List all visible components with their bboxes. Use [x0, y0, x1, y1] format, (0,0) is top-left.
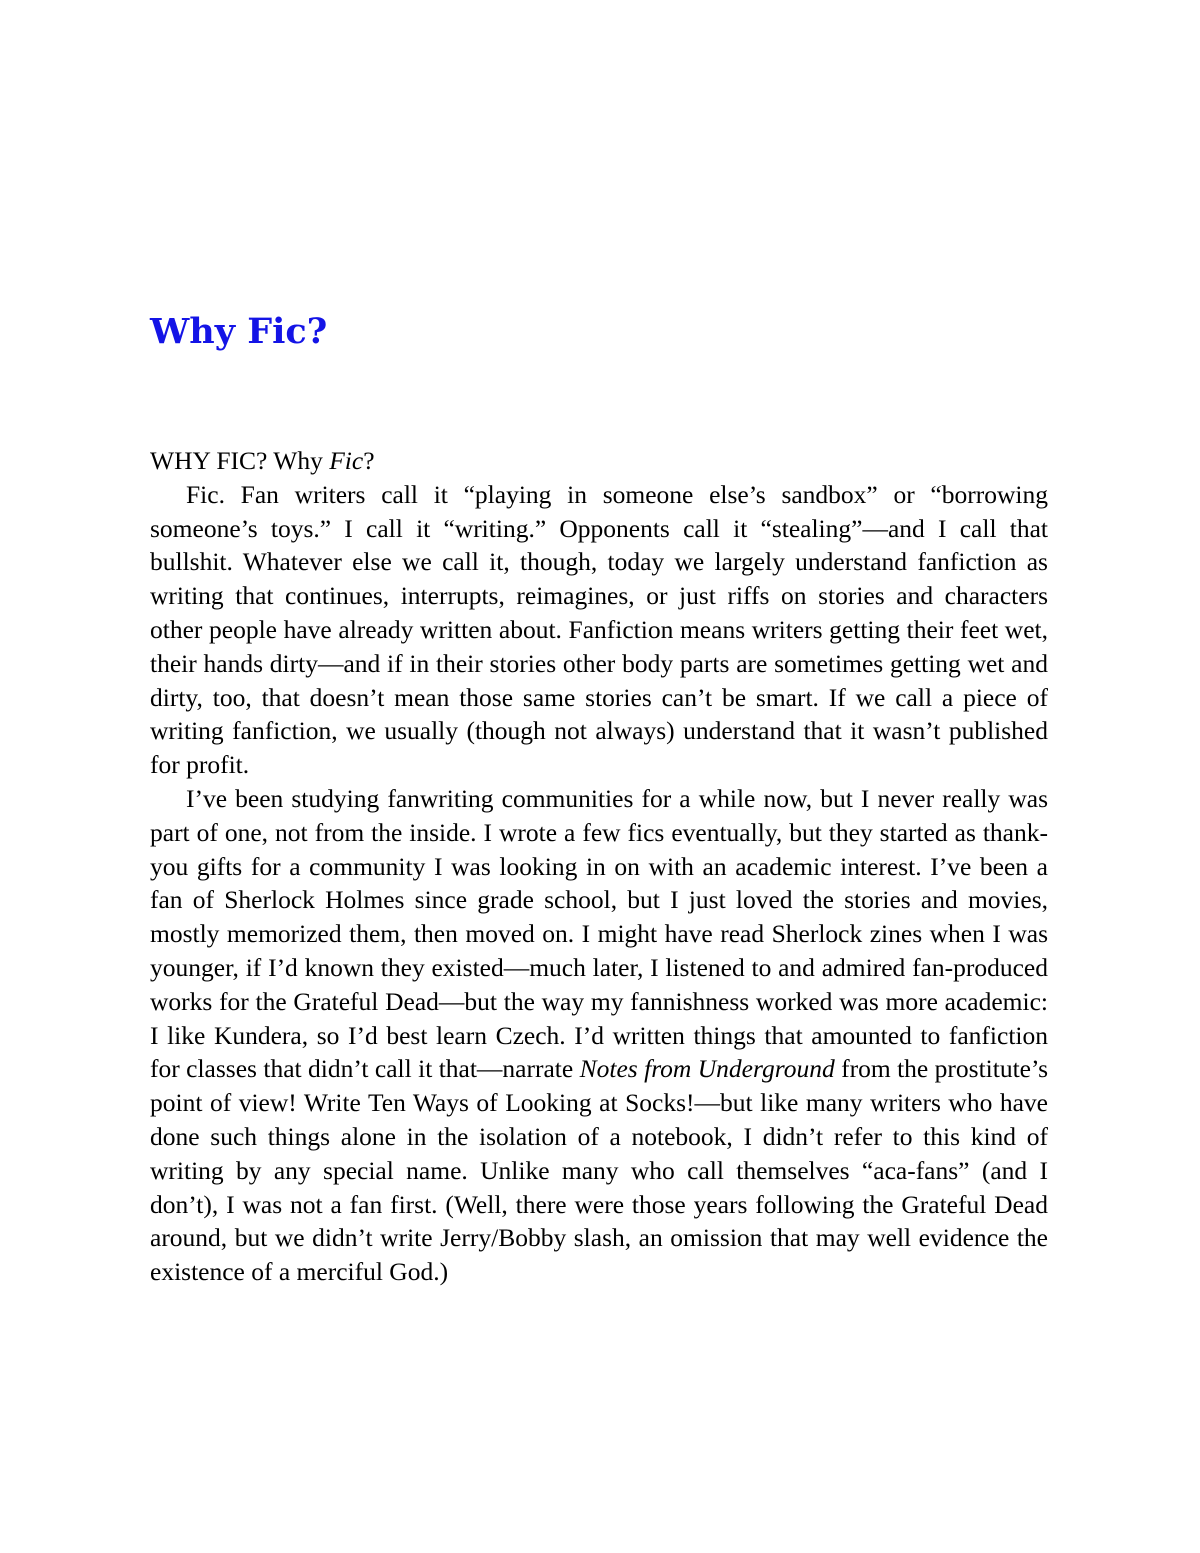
opening-plain: Why	[273, 446, 323, 475]
book-page	[150, 0, 1048, 1553]
paragraph-2-part-a: I’ve been studying fanwriting communities for a while now, but I never really was part of one, not from the inside. I wrote a few fics eventually, but they started as thank-you gifts for a community I was looking in on with an academic interest. I’ve been a fan of Sherlock Holmes since grade school, but I just loved the stories and movies, mostly memorized them, then moved on. I might have read Sherlock zines when I was younger, if I’d known they existed—much later, I listened to and admired fan-produced works for the Grateful Dead—but the way my fannishness worked was more academic: I like Kundera, so I’d best learn Czech. I’d written things that amounted to fanfiction for classes that didn’t call it that—narrate	[150, 783, 1048, 1084]
chapter-body	[150, 444, 1048, 1289]
chapter-title: Why Fic?	[150, 311, 328, 352]
paragraph-1: Fic. Fan writers call it “playing in someone else’s sandbox” or “borrowing someone’s toys.” I call it “writing.” Opponents call it “stealing”—and I call that bullshit. Whatever else we call it, though, today we largely understand fanfiction as writing that continues, interrupts, reimagines, or just riffs on stories and characters other people have already written about. Fanfiction means writers getting their feet wet, their hands dirty—and if in their stories other body parts are sometimes getting wet and dirty, too, that doesn’t mean those same stories can’t be smart. If we call a piece of writing fanfiction, we usually (though not always) understand that it wasn’t published for profit.	[150, 479, 1048, 780]
opening-italic: Fic	[329, 446, 364, 475]
paragraph-2-part-c: from the prostitute’s point of view! Write Ten Ways of Looking at Socks!—but like many writers who have done such things alone in the isolation of a notebook, I didn’t refer to this kind of writing by any special name. Unlike many who call themselves “aca-fans” (and I don’t), I was not a fan first. (Well, there were those years following the Grateful Dead around, but we didn’t write Jerry/Bobby slash, an omission that may well evidence the existence of a merciful God.)	[150, 1054, 1048, 1287]
paragraph-2-book-title: Notes from Underground	[579, 1054, 835, 1084]
opening-caps: WHY FIC?	[150, 446, 268, 475]
opening-line	[150, 444, 1048, 478]
paragraph-2	[150, 782, 1048, 1289]
opening-end: ?	[363, 446, 375, 475]
